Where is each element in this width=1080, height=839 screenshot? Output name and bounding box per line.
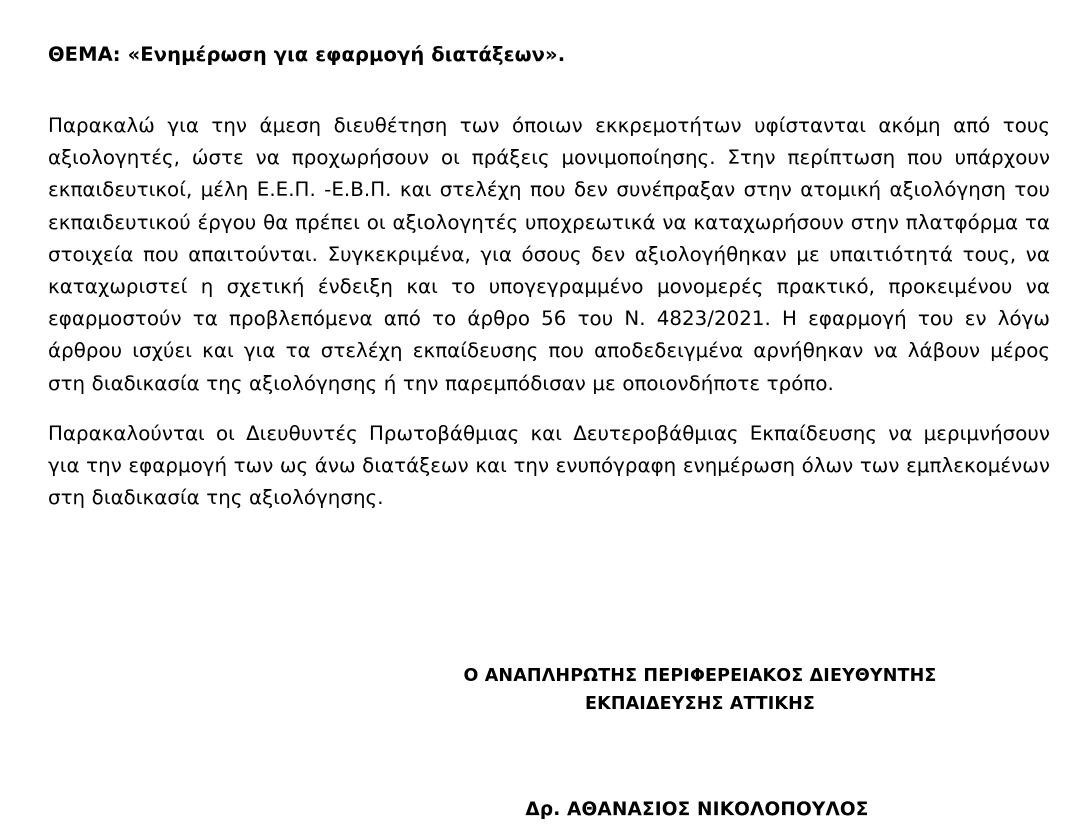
body-paragraph-1: Παρακαλώ για την άμεση διευθέτηση των όποιων εκκρεμοτήτων υφίστανται ακόμη από τους αξιολογητές, ώστε να προχωρήσουν οι πράξεις μονιμοποίησης. Στην περίπτωση που υπάρχουν εκπαιδευτικοί, μέλη Ε.Ε.Π. -Ε.Β.Π. και στελέχη που δεν συνέπραξαν στην ατομική αξιολόγηση του εκπαιδευτικού έργου θα πρέπει οι αξιολογητές υποχρεωτικά να καταχωρήσουν στην πλατφόρμα τα στοιχεία που απαιτούνται. Συγκεκριμένα, για όσους δεν αξιολογήθηκαν με υπαιτιότητά τους, να καταχωριστεί η σχετική ένδειξη και το υπογεγραμμένο μονομερές πρακτικό, προκειμένου να εφαρμοστούν τα προβλεπόμενα από το άρθρο 56 του Ν. 4823/2021. Η εφαρμογή του εν λόγω άρθρου ισχύει και για τα στελέχη εκπαίδευσης που αποδεδειγμένα αρνήθηκαν να λάβουν μέρος στη διαδικασία της αξιολόγησης ή την παρεμπόδισαν με οποιονδήποτε τρόπο. xyxy=(48,114,1050,395)
document-body xyxy=(48,110,1050,514)
signature-title-line-2: ΕΚΠΑΙΔΕΥΣΗΣ ΑΤΤΙΚΗΣ xyxy=(585,694,815,714)
signature-name: Δρ. ΑΘΑΝΑΣΙΟΣ ΝΙΚΟΛΟΠΟΥΛΟΣ xyxy=(525,799,869,820)
body-paragraph-2: Παρακαλούνται οι Διευθυντές Πρωτοβάθμιας και Δευτεροβάθμιας Εκπαίδευσης να μεριμνήσουν για την εφαρμογή των ως άνω διατάξεων και την ενυπόγραφη ενημέρωση όλων των εμπλεκομένων στη διαδικασία της αξιολόγησης. xyxy=(48,421,1050,510)
document-subject-line: ΘΕΜΑ: «Ενημέρωση για εφαρμογή διατάξεων». xyxy=(48,43,566,66)
signature-title-block xyxy=(300,662,1080,718)
signature-title-line-1: Ο ΑΝΑΠΛΗΡΩΤΗΣ ΠΕΡΙΦΕΡΕΙΑΚΟΣ ΔΙΕΥΘΥΝΤΗΣ xyxy=(463,666,937,686)
